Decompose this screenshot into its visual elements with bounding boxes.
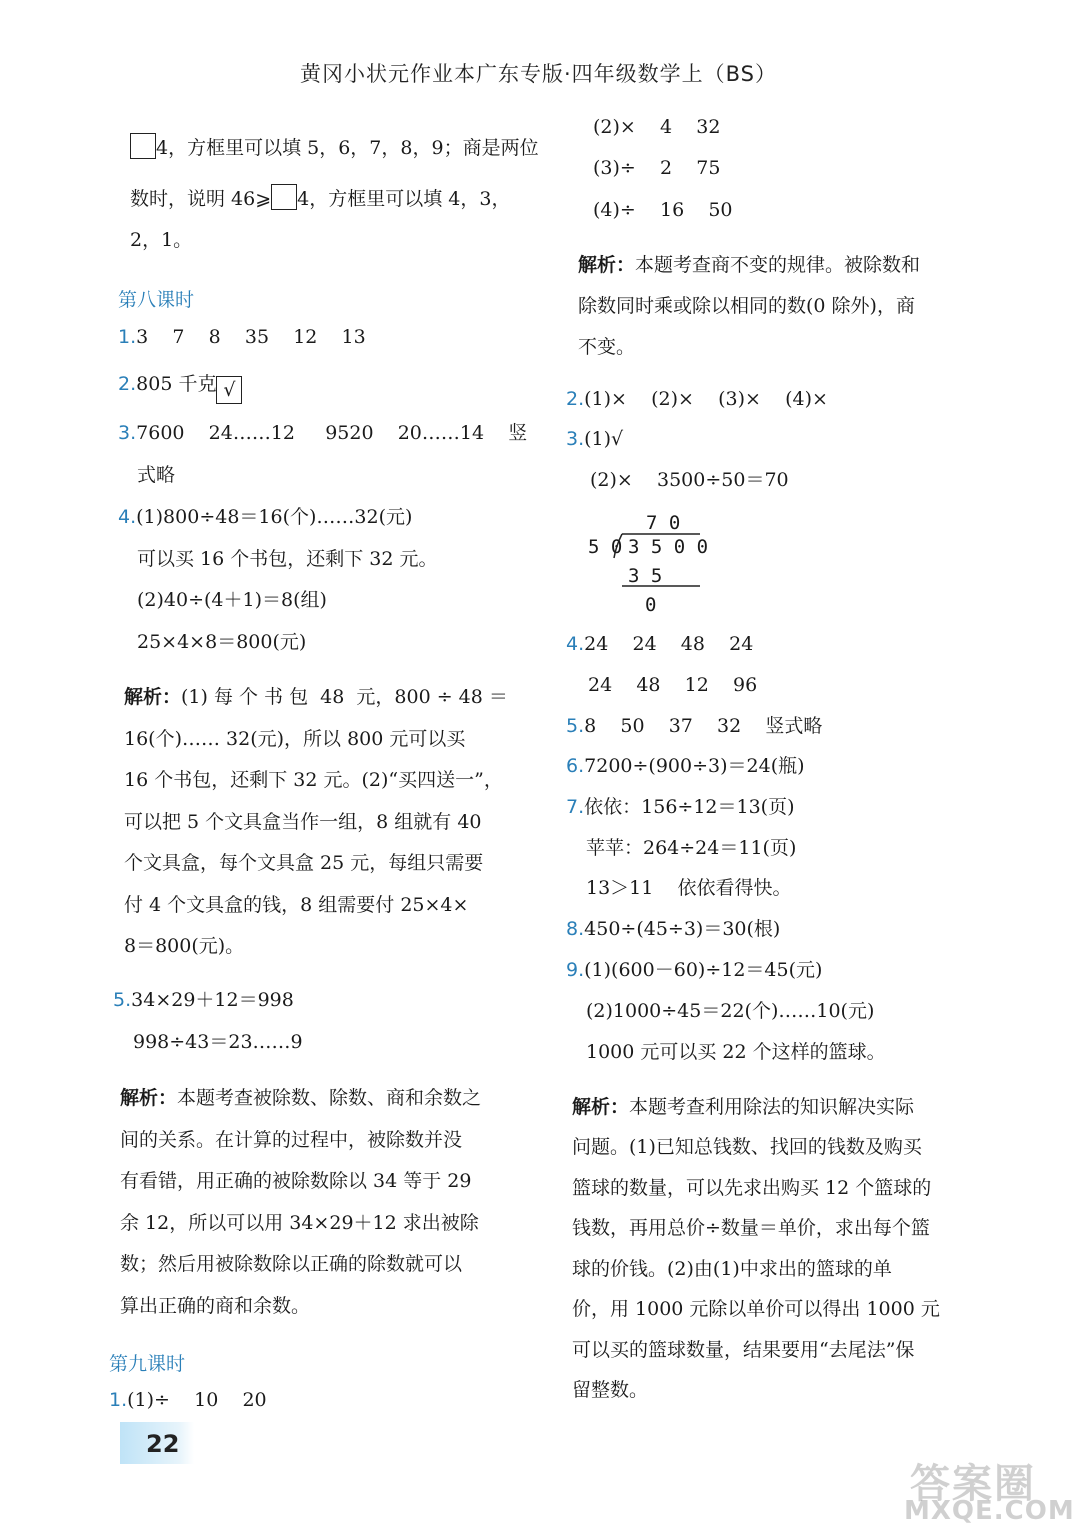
- analysis-9-line-4: 钱数，再用总价÷数量＝单价，求出每个篮: [572, 1217, 930, 1239]
- q5-line-2: 998÷43＝23……9: [133, 1031, 303, 1053]
- analysis-5-line-5: 数；然后用被除数除以正确的除数就可以: [120, 1253, 463, 1275]
- q4-line-4: 25×4×8＝800(元): [137, 631, 307, 653]
- analysis-4-line-4: 可以把 5 个文具盒当作一组，8 组就有 40: [124, 811, 482, 833]
- r-q4-line-2: 24 48 12 96: [588, 674, 758, 696]
- r-q9-line-2: (2)1000÷45＝22(个)……10(元): [586, 1000, 875, 1022]
- ld-quotient: 7 0: [646, 512, 681, 534]
- analysis-9-line-2: 问题。(1)已知总钱数、找回的钱数及购买: [572, 1136, 922, 1158]
- r-q4-line-1: 4.24 24 48 24: [566, 633, 754, 655]
- r-q2-answer: 2.(1)× (2)× (3)× (4)×: [566, 388, 828, 410]
- r-q3-line-1: 3.(1)√: [566, 428, 624, 450]
- sec9-q1-answer: 1.(1)÷ 10 20: [109, 1389, 267, 1411]
- r-q9-line-3: 1000 元可以买 22 个这样的篮球。: [586, 1041, 886, 1063]
- page-number-badge: 22: [120, 1422, 194, 1464]
- ld-remainder: 0: [645, 594, 657, 616]
- blank-box: [130, 133, 156, 159]
- r-answer-4: (4)÷ 16 50: [593, 199, 733, 221]
- analysis-5-line-3: 有看错，用正确的被除数除以 34 等于 29: [120, 1170, 472, 1192]
- section-title-9: 第九课时: [109, 1353, 186, 1375]
- q4-line-1: 4.(1)800÷48＝16(个)……32(元): [118, 506, 413, 528]
- r-q7-line-1: 7.依依：156÷12＝13(页): [566, 796, 795, 818]
- section-title-8: 第八课时: [118, 289, 195, 311]
- analysis-9-line-5: 球的价钱。(2)由(1)中求出的篮球的单: [572, 1258, 892, 1280]
- r-answer-3: (3)÷ 2 75: [593, 157, 721, 179]
- analysis-1-line-1: 解析：本题考查商不变的规律。被除数和: [578, 254, 921, 276]
- analysis-5-line-4: 余 12，所以可以用 34×29＋12 求出被除: [120, 1212, 479, 1234]
- analysis-4-line-3: 16 个书包，还剩下 32 元。(2)“买四送一”，: [124, 769, 503, 791]
- analysis-9-line-7: 可以买的篮球数量，结果要用“去尾法”保: [572, 1339, 915, 1361]
- q1-answer: 1.3 7 8 35 12 13: [118, 326, 366, 348]
- analysis-9-line-1: 解析：本题考查利用除法的知识解决实际: [572, 1096, 915, 1118]
- analysis-4-line-2: 16(个)…… 32(元)，所以 800 元可以买: [124, 728, 466, 750]
- r-q7-line-2: 苹苹：264÷24＝11(页): [586, 837, 797, 859]
- r-q6-answer: 6.7200÷(900÷3)＝24(瓶): [566, 755, 805, 777]
- analysis-9-line-6: 价，用 1000 元除以单价可以得出 1000 元: [572, 1298, 940, 1320]
- q3-answer: 3.7600 24……12 9520 20……14 竖: [118, 422, 528, 444]
- blank-box: [271, 184, 297, 210]
- watermark-logo: 答案圈 MXQE.COM: [904, 1461, 1075, 1526]
- page-header: 黄冈小状元作业本广东专版·四年级数学上（BS）: [299, 62, 778, 86]
- q4-line-2: 可以买 16 个书包，还剩下 32 元。: [137, 548, 438, 570]
- ld-divisor: 5 0: [588, 536, 623, 558]
- r-q9-line-1: 9.(1)(600－60)÷12＝45(元): [566, 959, 823, 981]
- q3-answer-cont: 式略: [137, 464, 176, 486]
- r-answer-2: (2)× 4 32: [593, 116, 721, 138]
- analysis-9-line-8: 留整数。: [572, 1379, 649, 1401]
- q4-line-3: (2)40÷(4＋1)＝8(组): [137, 589, 327, 611]
- analysis-5-line-6: 算出正确的商和余数。: [120, 1295, 311, 1317]
- intro-line-2: 数时，说明 46⩾ 4，方框里可以填 4，3，: [130, 184, 510, 210]
- ld-bracket-lines: [610, 530, 702, 590]
- check-mark-box: √: [216, 376, 242, 404]
- intro-line-3: 2，1。: [130, 229, 193, 251]
- analysis-1-line-2: 除数同时乘或除以相同的数(0 除外)，商: [578, 295, 915, 317]
- analysis-4-line-1: 解析：(1) 每 个 书 包 48 元，800 ÷ 48 ＝: [124, 686, 508, 708]
- r-q7-line-3: 13＞11 依依看得快。: [586, 877, 792, 899]
- intro-line-1: 4，方框里可以填 5，6，7，8，9；商是两位: [130, 133, 539, 159]
- analysis-4-line-6: 付 4 个文具盒的钱，8 组需要付 25×4×: [124, 894, 469, 916]
- r-q8-answer: 8.450÷(45÷3)＝30(根): [566, 918, 781, 940]
- q5-line-1: 5.34×29＋12＝998: [113, 989, 294, 1011]
- analysis-9-line-3: 篮球的数量，可以先求出购买 12 个篮球的: [572, 1177, 932, 1199]
- analysis-1-line-3: 不变。: [578, 336, 636, 358]
- r-q5-answer: 5.8 50 37 32 竖式略: [566, 715, 823, 737]
- analysis-4-line-5: 个文具盒，每个文具盒 25 元，每组只需要: [124, 852, 484, 874]
- analysis-4-line-7: 8＝800(元)。: [124, 935, 245, 957]
- analysis-5-line-2: 间的关系。在计算的过程中，被除数并没: [120, 1129, 463, 1151]
- ld-dividend: 3 5 0 0: [628, 536, 709, 558]
- ld-product: 3 5: [628, 565, 663, 587]
- r-q3-line-2: (2)× 3500÷50＝70: [590, 469, 789, 491]
- q2-answer: 2.805 千克 √: [118, 375, 242, 404]
- analysis-5-line-1: 解析：本题考查被除数、除数、商和余数之: [120, 1087, 482, 1109]
